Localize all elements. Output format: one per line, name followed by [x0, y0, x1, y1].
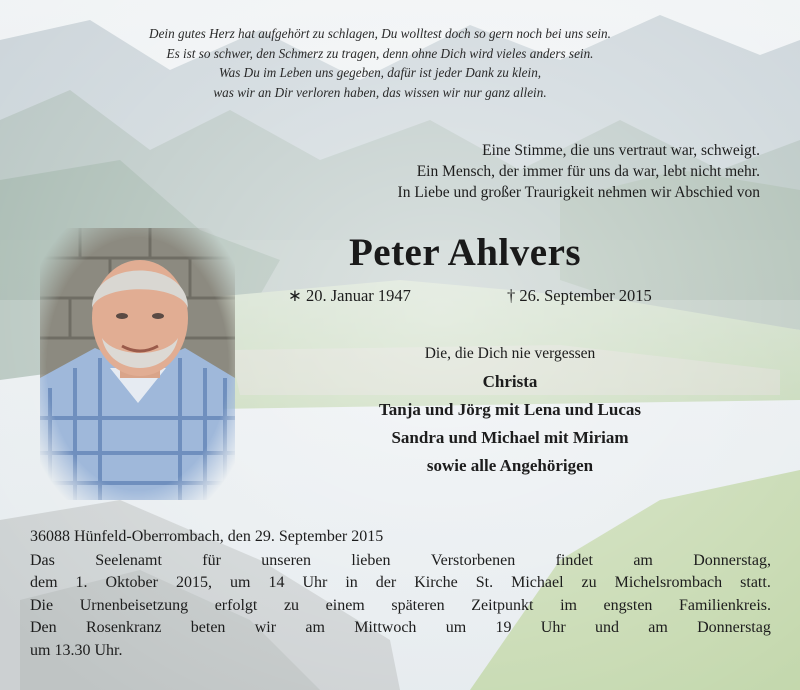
portrait-photo [40, 228, 235, 500]
service-word: findet [555, 551, 593, 569]
service-word: am [305, 619, 325, 636]
service-line [30, 595, 771, 618]
service-word: und [594, 619, 619, 636]
service-word: St. [475, 574, 494, 591]
service-word: Mittwoch [354, 619, 417, 636]
service-word: der [375, 574, 397, 591]
service-word: für [202, 551, 221, 569]
mourner-name: sowie alle Angehörigen [426, 456, 594, 475]
service-word: engsten [603, 596, 653, 614]
service-word: Die [30, 596, 54, 614]
service-word: 14 [268, 574, 285, 591]
service-word: Rosenkranz [85, 619, 162, 636]
intro-line: Eine Stimme, die uns vertraut war, schweigt. [482, 142, 760, 159]
service-word: am [648, 619, 668, 636]
place-and-date: 36088 Hünfeld-Oberrombach, den 29. September 2015 [30, 528, 384, 545]
service-word: Uhr [540, 619, 566, 636]
service-word: Seelenamt [95, 551, 162, 569]
service-word: Das [30, 551, 55, 569]
service-word: um [445, 619, 467, 636]
service-word: 2015, [175, 574, 212, 591]
service-word: Michelsrombach [614, 574, 723, 591]
service-word: wir [254, 619, 277, 636]
service-word: erfolgt [214, 596, 258, 614]
service-line [30, 550, 771, 573]
service-word: um [229, 574, 251, 591]
service-line: um 13.30 Uhr. [30, 641, 123, 659]
service-word: Donnerstag [697, 619, 771, 636]
service-word: zu [581, 574, 597, 591]
service-word: dem [30, 574, 58, 591]
service-word: Kirche [414, 574, 458, 591]
intro-line: In Liebe und großer Traurigkeit nehmen wir Abschied von [397, 184, 760, 201]
memorial-poem [30, 24, 730, 102]
service-line [30, 572, 771, 595]
service-word: in [345, 574, 358, 591]
service-word: Uhr [302, 574, 328, 591]
deceased-name: Peter Ahlvers [348, 231, 582, 274]
service-word: lieben [351, 551, 391, 569]
poem-line: Es ist so schwer, den Schmerz zu tragen, denn ohne Dich wird vieles anders sein. [166, 45, 594, 61]
service-word: Michael [511, 574, 564, 591]
poem-line: Dein gutes Herz hat aufgehört zu schlagen, Du wolltest doch so gern noch bei uns sein. [149, 26, 611, 41]
service-word: Donnerstag, [693, 551, 771, 569]
mourner-name: Christa [482, 372, 538, 391]
service-word: Verstorbenen [430, 551, 516, 569]
service-word: im [560, 596, 577, 614]
service-word: zu [283, 596, 300, 614]
mourner-name: Tanja und Jörg mit Lena und Lucas [378, 400, 641, 419]
poem-line: was wir an Dir verloren haben, das wissen wir nur ganz allein. [213, 84, 547, 100]
service-details [30, 526, 771, 662]
service-word: beten [190, 619, 226, 636]
service-word: Zeitpunkt [471, 596, 534, 614]
mourners-block [300, 343, 720, 480]
intro-text [200, 140, 760, 203]
mourners-lead: Die, die Dich nie vergessen [424, 345, 596, 362]
service-line [30, 617, 771, 640]
service-word: einem [325, 596, 365, 614]
service-word: statt. [740, 574, 771, 591]
mourner-name: Sandra und Michael mit Miriam [391, 428, 629, 447]
service-word: Familienkreis. [679, 596, 771, 614]
intro-line: Ein Mensch, der immer für uns da war, lebt nicht mehr. [416, 163, 760, 180]
service-word: 19 [495, 619, 512, 636]
service-word: Den [30, 619, 57, 636]
service-word: am [633, 551, 653, 569]
death-date: † 26. September 2015 [507, 286, 652, 305]
poem-line: Was Du im Leben uns gegeben, dafür ist jeder Dank zu klein, [218, 65, 542, 80]
service-word: späteren [391, 596, 445, 614]
service-word: 1. [75, 574, 88, 591]
service-word: unseren [261, 551, 312, 569]
service-word: Urnenbeisetzung [79, 596, 189, 614]
service-word: Oktober [105, 574, 158, 591]
birth-date: ∗ 20. Januar 1947 [288, 286, 411, 305]
